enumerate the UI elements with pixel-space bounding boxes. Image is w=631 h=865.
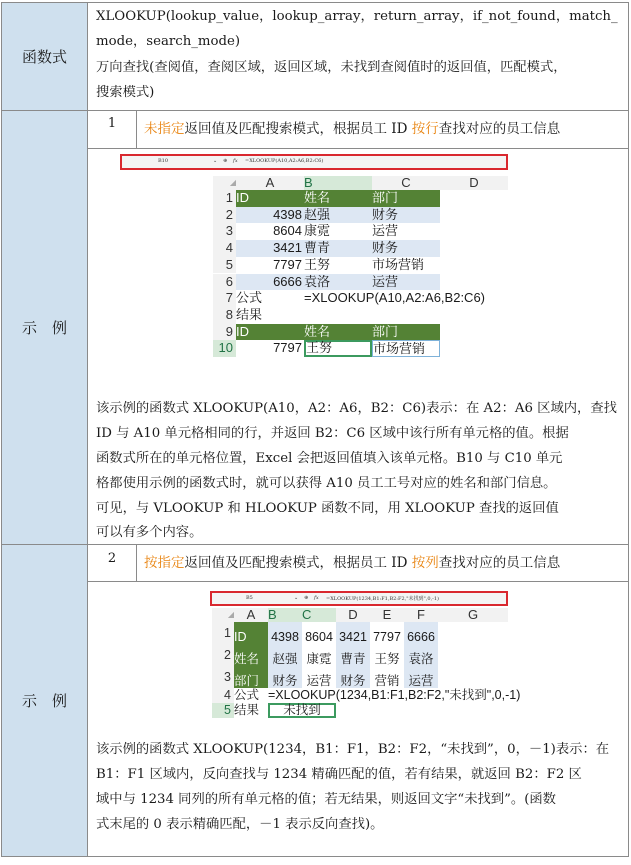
divider — [136, 545, 137, 581]
cell-c2[interactable]: 康霓 — [306, 652, 332, 666]
syntax-line-1: XLOOKUP(lookup_value，lookup_array，return_array，if_not_found，match_ — [96, 9, 618, 24]
cell-c1[interactable]: 部门 — [372, 190, 440, 207]
column-header-a[interactable]: A — [234, 608, 268, 622]
column-header-f[interactable]: F — [404, 608, 438, 622]
cell-c3[interactable]: 运营 — [372, 223, 399, 239]
cell-a6[interactable]: 6666 — [236, 274, 304, 291]
desc-1-line-4: 格都使用示例的函数式时，就可以获得 A10 员工工号对应的姓名和部门信息。 — [96, 476, 557, 491]
cell-b1[interactable]: 4398 — [268, 622, 302, 644]
cell-c4[interactable]: 财务 — [372, 240, 440, 257]
cell-c2[interactable]: 财务 — [372, 207, 440, 224]
cell-a5[interactable]: 7797 — [273, 256, 302, 272]
row-header-8[interactable]: 8 — [213, 307, 236, 324]
cell-c1[interactable]: 8604 — [305, 630, 333, 644]
divider — [2, 544, 628, 545]
row-header-1[interactable]: 1 — [213, 190, 236, 207]
row-header-3[interactable]: 3 — [212, 666, 234, 688]
row-header-6[interactable]: 6 — [213, 274, 236, 291]
desc-1-line-2: ID 与 A10 单元格相同的行，并返回 B2：C6 区域中该行所有单元格的值。根据 — [96, 426, 569, 441]
divider — [2, 110, 628, 111]
function-table — [1, 2, 629, 857]
cell-a2[interactable]: 姓名 — [234, 644, 268, 666]
select-all-icon[interactable]: ◢ — [213, 176, 236, 190]
syntax-desc-line-1: 万向查找(查阅值，查阅区域，返回区域，未找到查阅值时的返回值，匹配模式， — [96, 60, 567, 75]
row-header-4[interactable]: 4 — [212, 688, 234, 703]
column-header-b[interactable]: B — [268, 608, 302, 622]
divider — [136, 111, 137, 148]
column-header-e[interactable]: E — [370, 608, 404, 622]
row-header-5[interactable]: 5 — [213, 257, 236, 274]
dropdown-icon: ⌄ — [213, 158, 218, 164]
cell-b3[interactable]: 康霓 — [304, 223, 331, 239]
cell-c5[interactable]: 市场营销 — [372, 256, 425, 272]
cell-a4[interactable]: 公式 — [234, 688, 260, 702]
cell-d1[interactable]: 3421 — [336, 622, 370, 644]
cell-a5[interactable]: 结果 — [234, 703, 260, 717]
column-header-c[interactable]: C — [302, 608, 336, 622]
cell-b4[interactable]: =XLOOKUP(1234,B1:F1,B2:F2,"未找到",0,-1) — [268, 688, 521, 702]
cell-b2[interactable]: 赵强 — [304, 207, 372, 224]
cell-b9[interactable]: 姓名 — [304, 324, 372, 341]
column-header-d[interactable]: D — [440, 176, 508, 190]
cell-c10[interactable]: 市场营销 — [372, 340, 440, 357]
desc-2-line-1: 该示例的函数式 XLOOKUP(1234，B1：F1，B2：F2，“未找到”，0，－1)表示：在 — [96, 742, 610, 757]
example-2-title: 按指定返回值及匹配搜索模式，根据员工 ID 按列查找对应的员工信息 — [144, 555, 561, 571]
row-header-4[interactable]: 4 — [213, 240, 236, 257]
syntax-desc-line-2: 搜索模式) — [96, 85, 155, 100]
cell-b5[interactable]: 未找到 — [268, 703, 336, 718]
cell-a1[interactable]: ID — [234, 622, 268, 644]
cell-c6[interactable]: 运营 — [372, 274, 440, 291]
row-header-2[interactable]: 2 — [212, 644, 234, 666]
column-header-g[interactable]: G — [438, 608, 508, 622]
formula-bar[interactable]: B10 ⌄ ⊕ fx =XLOOKUP(A10,A2:A6,B2:C6) — [120, 154, 508, 170]
desc-1-line-6: 可以有多个内容。 — [96, 525, 203, 540]
cell-b5[interactable]: 王努 — [304, 256, 331, 272]
cell-a1[interactable]: ID — [236, 190, 304, 207]
desc-1-line-5: 可见，与 VLOOKUP 和 HLOOKUP 函数不同，用 XLOOKUP 查找的返回值 — [96, 501, 559, 516]
row-label-example-2: 示 例 — [2, 545, 88, 856]
cell-e3[interactable]: 营销 — [374, 674, 400, 688]
cell-f3[interactable]: 运营 — [404, 666, 438, 688]
desc-2-line-4: 式末尾的 0 表示精确匹配，－1 表示反向查找)。 — [96, 817, 384, 832]
zoom-icon: ⊕ — [304, 595, 309, 601]
divider — [88, 581, 628, 582]
select-all-icon[interactable]: ◢ — [212, 608, 234, 622]
desc-1-line-1: 该示例的函数式 XLOOKUP(A10，A2：A6，B2：C6)表示：在 A2：A6 区域内，查找 — [96, 401, 617, 416]
syntax-line-2: mode，search_mode) — [96, 34, 241, 49]
column-header-d[interactable]: D — [336, 608, 370, 622]
cell-a3[interactable]: 部门 — [234, 666, 268, 688]
cell-a2[interactable]: 4398 — [236, 207, 304, 224]
cell-e2[interactable]: 王努 — [374, 652, 400, 666]
cell-d2[interactable]: 曹青 — [336, 644, 370, 666]
cell-a9[interactable]: ID — [236, 324, 304, 341]
row-header-5[interactable]: 5 — [212, 703, 234, 718]
row-label-syntax: 函数式 — [2, 3, 88, 110]
example-1-number: 1 — [107, 116, 117, 131]
cell-a7[interactable]: 公式 — [236, 290, 263, 306]
cell-e1[interactable]: 7797 — [373, 630, 401, 644]
row-header-1[interactable]: 1 — [212, 622, 234, 644]
cell-c9[interactable]: 部门 — [372, 324, 440, 341]
desc-1-line-3: 函数式所在的单元格位置，Excel 会把返回值填入该单元格。B10 与 C10 单元 — [96, 451, 563, 466]
cell-b7[interactable]: =XLOOKUP(A10,A2:A6,B2:C6) — [304, 290, 486, 306]
cell-b1[interactable]: 姓名 — [304, 190, 372, 207]
cell-f2[interactable]: 袁洛 — [404, 644, 438, 666]
cell-b4[interactable]: 曹青 — [304, 240, 372, 257]
zoom-icon: ⊕ — [223, 158, 228, 164]
desc-2-line-2: B1：F1 区域内，反向查找与 1234 精确匹配的值，若有结果，就返回 B2：F2 区 — [96, 767, 582, 782]
dropdown-icon: ⌄ — [294, 595, 299, 601]
column-header-b[interactable]: B — [304, 176, 372, 190]
cell-d3[interactable]: 财务 — [336, 666, 370, 688]
cell-b10[interactable]: 王努 — [304, 340, 372, 357]
cell-c3[interactable]: 运营 — [306, 674, 332, 688]
cell-a4[interactable]: 3421 — [236, 240, 304, 257]
row-header-9[interactable]: 9 — [213, 324, 236, 341]
cell-a8[interactable]: 结果 — [236, 306, 263, 322]
column-header-c[interactable]: C — [372, 176, 440, 190]
cell-b6[interactable]: 袁洛 — [304, 274, 372, 291]
cell-a10[interactable]: 7797 — [273, 340, 302, 356]
row-header-2[interactable]: 2 — [213, 207, 236, 224]
example-1-title: 未指定返回值及匹配搜索模式，根据员工 ID 按行查找对应的员工信息 — [144, 121, 561, 137]
row-header-10[interactable]: 10 — [213, 340, 236, 357]
formula-bar[interactable]: B5 ⌄ ⊕ fx =XLOOKUP(1234,B1:F1,B2:F2,"未找到",0,-1) — [210, 591, 508, 606]
example-2-number: 2 — [107, 551, 117, 566]
cell-a3[interactable]: 8604 — [273, 223, 302, 239]
row-label-example-1: 示 例 — [2, 111, 88, 544]
divider — [88, 148, 628, 149]
column-header-a[interactable]: A — [236, 176, 304, 190]
cell-f1[interactable]: 6666 — [404, 622, 438, 644]
cell-b3[interactable]: 财务 — [268, 666, 302, 688]
cell-b2[interactable]: 赵强 — [268, 644, 302, 666]
row-header-3[interactable]: 3 — [213, 223, 236, 240]
row-header-7[interactable]: 7 — [213, 290, 236, 307]
desc-2-line-3: 域中与 1234 同列的所有单元格的值；若无结果，则返回文字“未找到”。(函数 — [96, 792, 556, 807]
